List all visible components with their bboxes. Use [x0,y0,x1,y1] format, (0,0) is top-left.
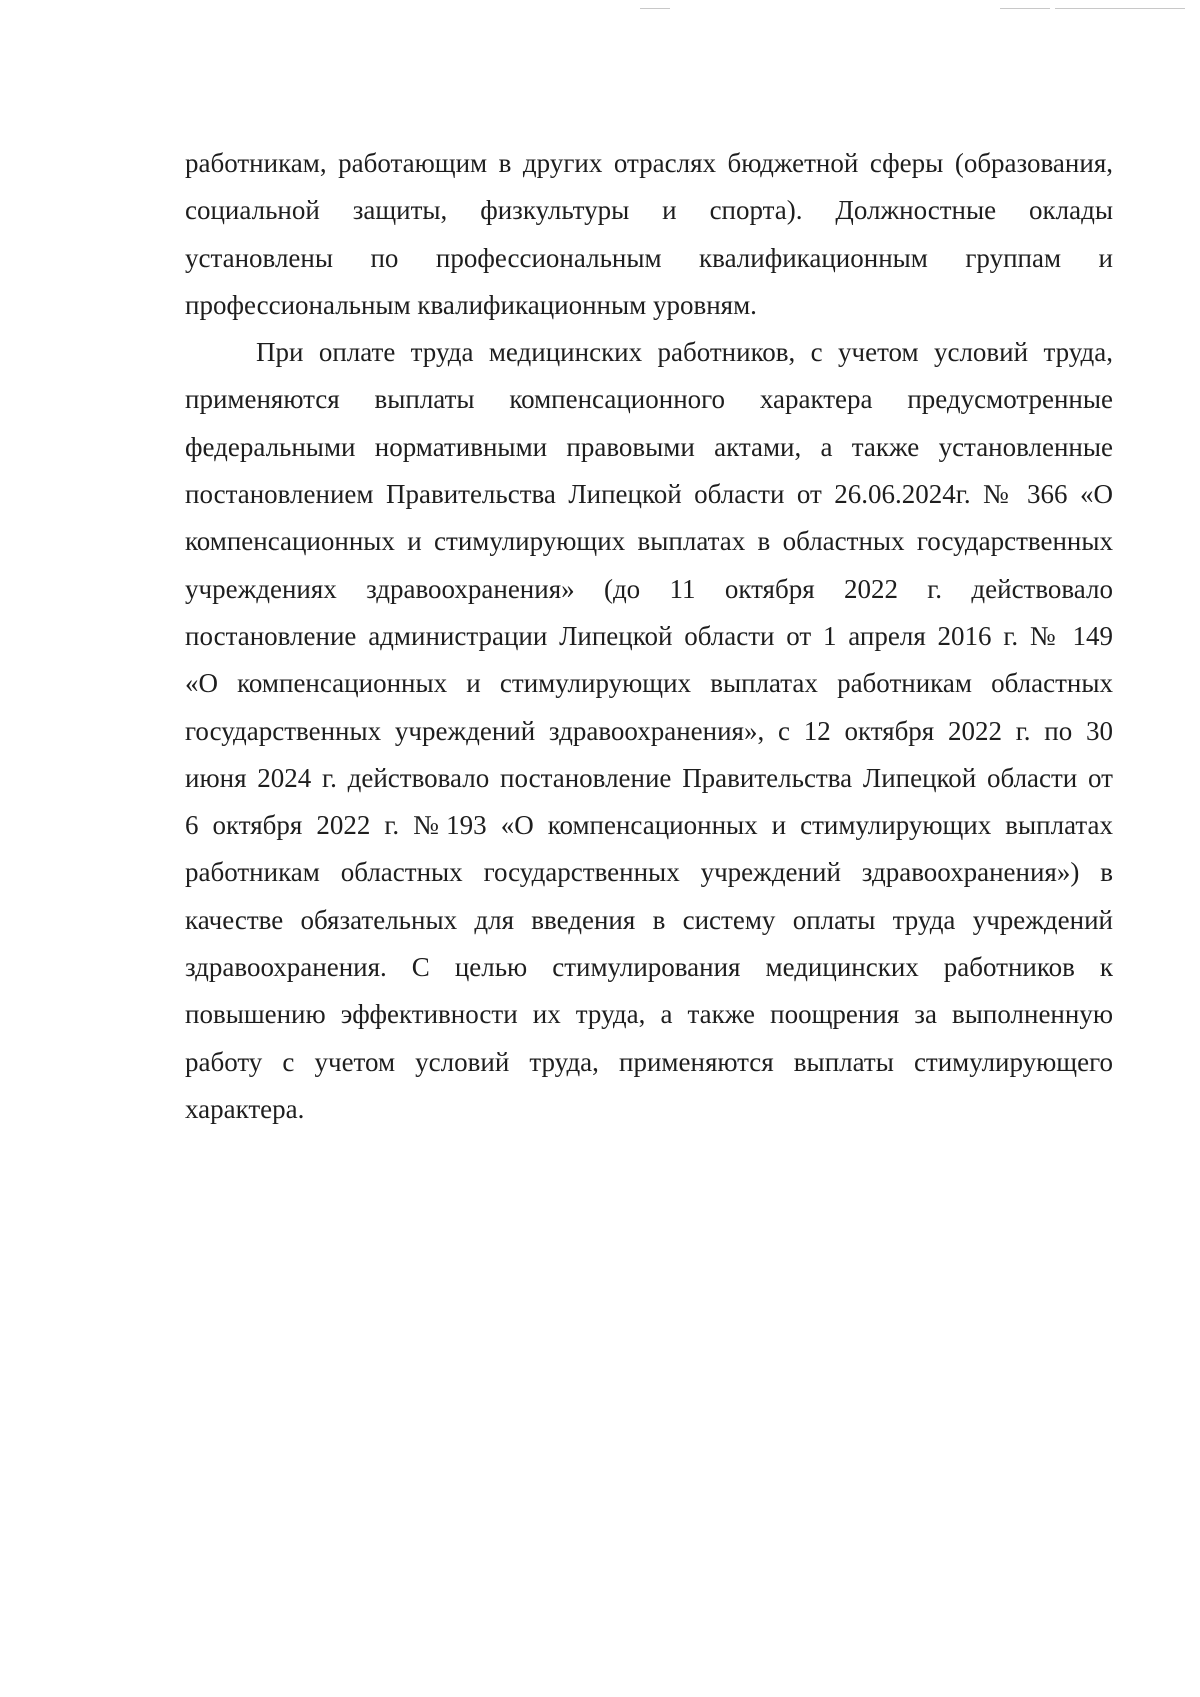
paragraph-2 [185,329,1113,1133]
text-line: работу с учетом условий труда, применяются выплаты стимулирующего [185,1046,1113,1077]
text-line: повышению эффективности их труда, а также поощрения за выполненную [185,999,1113,1030]
text-line: применяются выплаты компенсационного характера предусмотренные [185,384,1113,415]
text-line: работникам областных государственных учреждений здравоохранения») в [185,857,1113,888]
text-line: учреждениях здравоохранения» (до 11 октября 2022 г. действовало [185,573,1113,604]
text-line: работникам, работающим в других отраслях бюджетной сферы (образования, [185,148,1113,178]
text-line: качестве обязательных для введения в систему оплаты труда учреждений [185,904,1113,935]
scan-artifact [1000,8,1050,9]
text-line: 6 октября 2022 г. №193 «О компенсационных и стимулирующих выплатах [185,810,1113,841]
text-line: характера. [185,1093,305,1124]
text-line: профессиональным квалификационным уровням. [185,289,757,320]
text-line: июня 2024 г. действовало постановление Правительства Липецкой области от [185,762,1113,793]
scan-artifact [640,8,670,9]
text-line: При оплате труда медицинских работников, с учетом условий труда, [256,337,1113,368]
text-line: постановление администрации Липецкой области от 1 апреля 2016 г. № 149 [185,620,1113,651]
text-line: установлены по профессиональным квалификационным группам и [185,242,1113,273]
text-line: федеральными нормативными правовыми актами, а также установленные [185,431,1113,462]
text-line: социальной защиты, физкультуры и спорта). Должностные оклады [185,195,1113,226]
text-line: государственных учреждений здравоохранения», с 12 октября 2022 г. по 30 [185,715,1113,746]
scan-artifact [1055,8,1185,9]
text-line: здравоохранения. С целью стимулирования медицинских работников к [185,952,1113,983]
paragraph-1 [185,140,1113,329]
text-line: «О компенсационных и стимулирующих выплатах работникам областных [185,668,1113,699]
text-line: компенсационных и стимулирующих выплатах в областных государственных [185,526,1113,557]
text-line: постановлением Правительства Липецкой области от 26.06.2024г. № 366 «О [185,479,1113,510]
body-text [185,140,1113,1133]
